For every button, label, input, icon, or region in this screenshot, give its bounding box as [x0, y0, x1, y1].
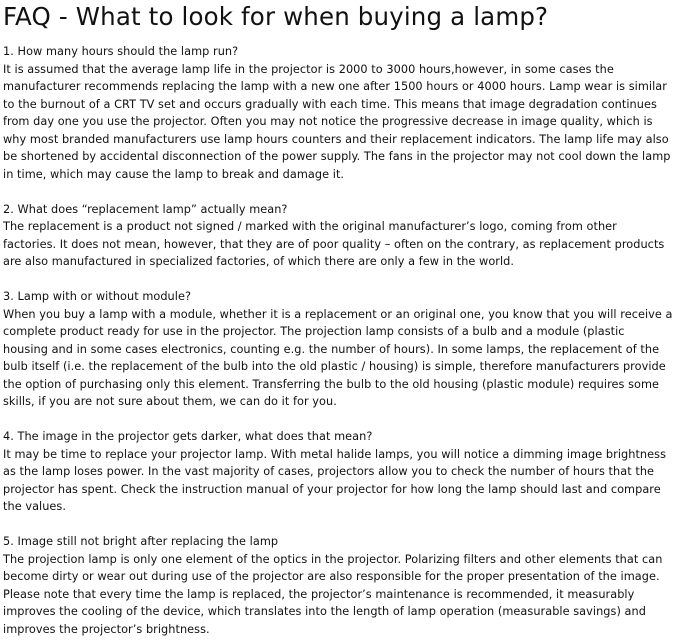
faq-item-image-darker — [3, 428, 673, 516]
faq-item-not-bright — [3, 533, 673, 638]
faq-item-module — [3, 288, 673, 411]
faq-question: 2. What does “replacement lamp” actually mean? — [3, 202, 288, 216]
faq-answer: When you buy a lamp with a module, whether it is a replacement or an original one, you know that you will receive a complete product ready for use in the projector. The projection lamp consists of a bulb and a module (plastic housing and in some cases electronics, counting e.g. the number of hours). In some lamps, the replacement of the bulb itself (i.e. the replacement of the bulb into the old plastic / housing) is simple, therefore manufacturers provide the option of purchasing only this element. Transferring the bulb to the old housing (plastic module) requires some skills, if you are not sure about them, we can do it for you. — [3, 307, 673, 408]
faq-list — [3, 43, 673, 638]
faq-question: 3. Lamp with or without module? — [3, 290, 191, 303]
faq-item-replacement-lamp — [3, 201, 673, 271]
faq-answer: The projection lamp is only one element of the optics in the projector. Polarizing filters and other elements that can become dirty or wear out during use of the projector are also responsible for the proper presentation of the image. Please note that every time the lamp is replaced, the projector’s maintenance is recommended, it measurably improves the cooling of the device, which translates into the length of lamp operation (measurable savings) and improves the projector’s brightness. — [3, 552, 663, 636]
faq-question: 1. How many hours should the lamp run? — [3, 45, 239, 58]
faq-answer: The replacement is a product not signed / marked with the original manufacturer’s logo, coming from other factories. It does not mean, however, that they are of poor quality – often on the contrary, as replacement products are also manufactured in specialized factories, of which there are only a few in the world. — [3, 220, 665, 268]
faq-answer: It is assumed that the average lamp life in the projector is 2000 to 3000 hours,however, in some cases the manufacturer recommends replacing the lamp with a new one after 1500 hours or 4000 hours. Lamp wear is similar to the burnout of a CRT TV set and occurs gradually with each time. This means that image degradation continues from day one you use the projector. Often you may not notice the progressive decrease in image quality, which is why most branded manufacturers use lamp hours counters and their replacement indicators. The lamp life may also be shortened by accidental disconnection of the power supply. The fans in the projector may not cool down the lamp in time, which may cause the lamp to break and damage it. — [3, 62, 671, 181]
page-title: FAQ - What to look for when buying a lamp? — [3, 2, 549, 31]
faq-question: 4. The image in the projector gets darker, what does that mean? — [3, 430, 373, 443]
faq-item-lamp-hours — [3, 43, 673, 183]
faq-question: 5. Image still not bright after replacing the lamp — [3, 535, 279, 548]
faq-answer: It may be time to replace your projector lamp. With metal halide lamps, you will notice a dimming image brightness as the lamp loses power. In the vast majority of cases, projectors allow you to check the number of hours that the projector has spent. Check the instruction manual of your projector for how long the lamp should last and compare the values. — [3, 447, 667, 513]
